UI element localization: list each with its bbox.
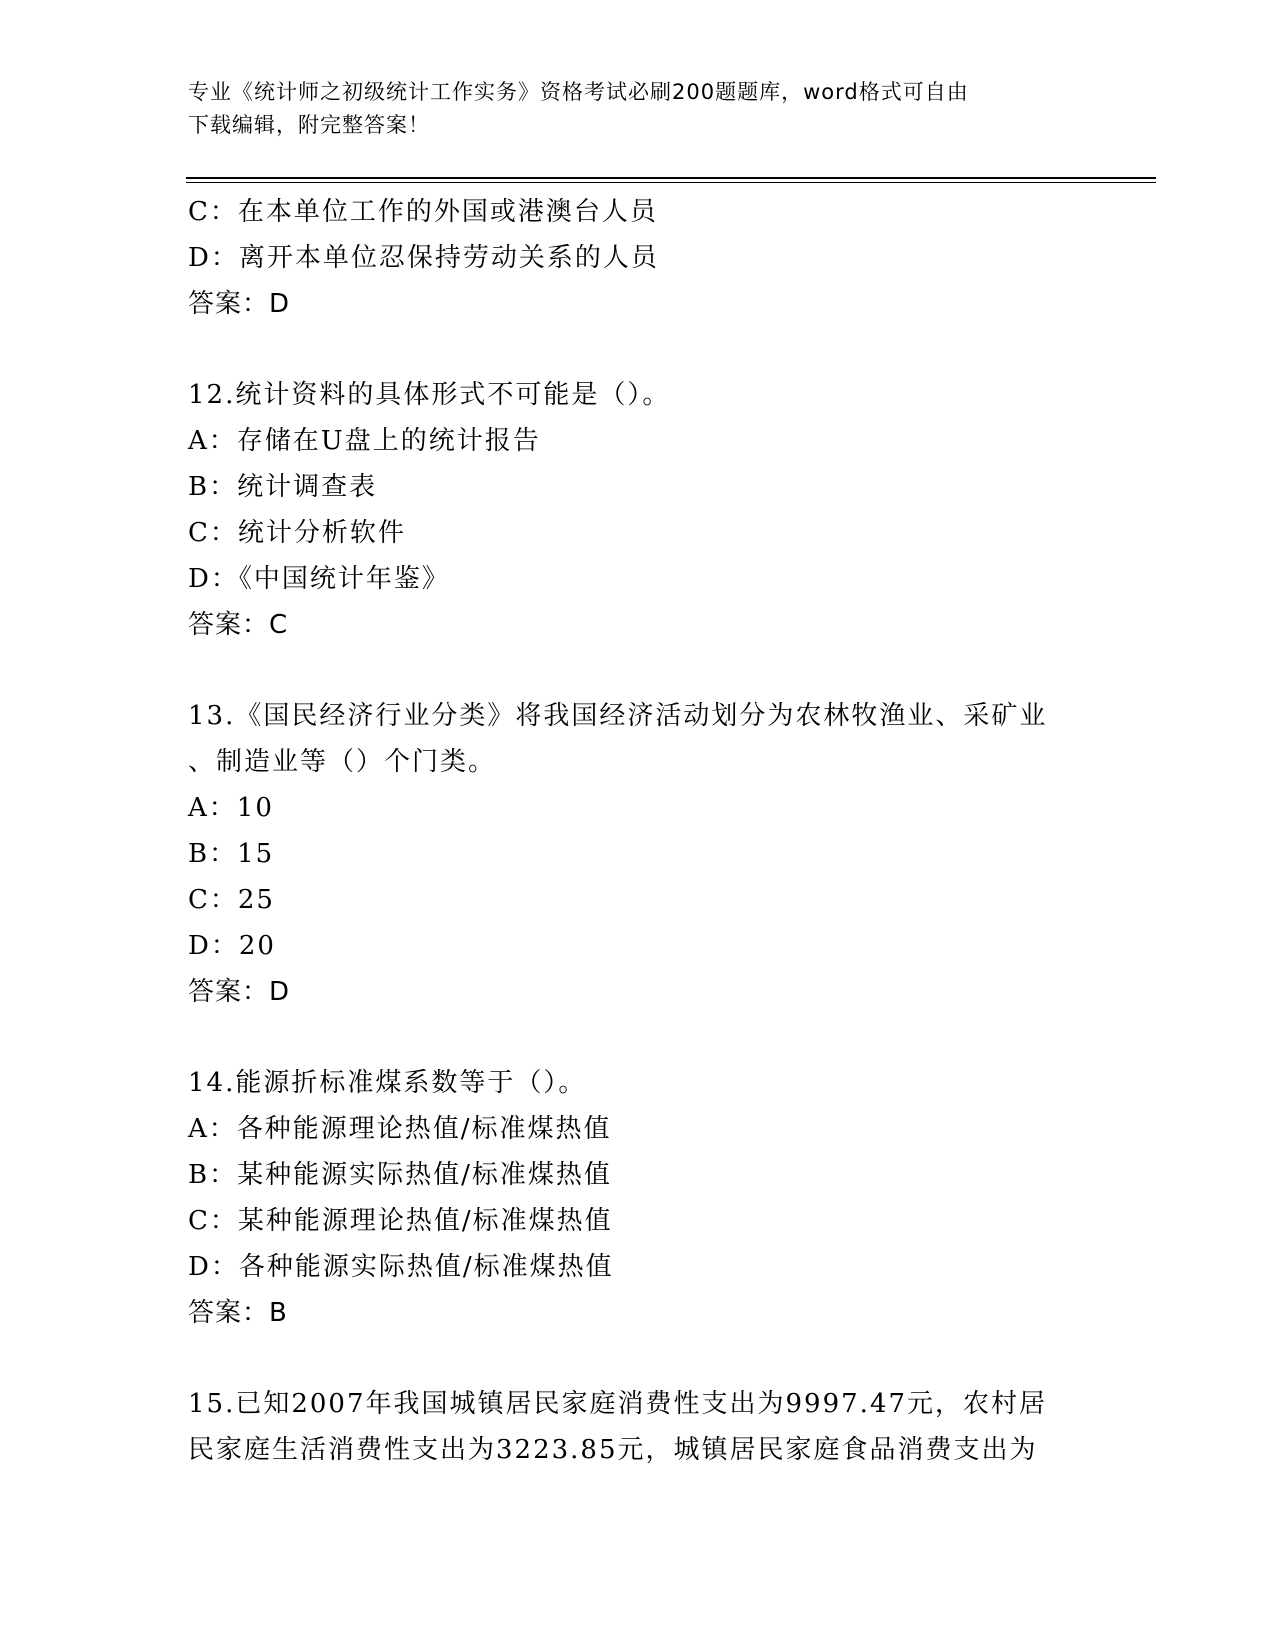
q14-option-a: A：各种能源理论热值/标准煤热值 xyxy=(188,1114,612,1144)
q11-answer: 答案：D xyxy=(188,289,291,319)
page-header xyxy=(188,76,1068,142)
question-15 xyxy=(188,1381,1088,1473)
spacer xyxy=(188,327,1088,372)
q14-answer: 答案：B xyxy=(188,1298,288,1328)
header-rule-thick xyxy=(186,177,1156,179)
document-body xyxy=(188,189,1088,1473)
header-line-2: 下载编辑，附完整答案！ xyxy=(188,113,430,137)
question-14 xyxy=(188,1060,1088,1336)
q13-option-c: C：25 xyxy=(188,885,275,915)
q15-stem-line-1: 15.已知2007年我国城镇居民家庭消费性支出为9997.47元，农村居 xyxy=(188,1389,1048,1419)
header-rule-thin xyxy=(186,182,1156,183)
q12-stem: 12.统计资料的具体形式不可能是（）。 xyxy=(188,380,671,410)
spacer xyxy=(188,1015,1088,1060)
q14-option-b: B：某种能源实际热值/标准煤热值 xyxy=(188,1160,612,1190)
q12-option-b: B：统计调查表 xyxy=(188,472,378,502)
q14-stem: 14.能源折标准煤系数等于（）。 xyxy=(188,1068,587,1098)
q14-option-d: D：各种能源实际热值/标准煤热值 xyxy=(188,1252,614,1282)
q14-option-c: C：某种能源理论热值/标准煤热值 xyxy=(188,1206,613,1236)
q13-option-a: A：10 xyxy=(188,793,274,823)
q13-stem-line-2: 、制造业等（）个门类。 xyxy=(188,747,497,777)
spacer xyxy=(188,648,1088,693)
q13-option-b: B：15 xyxy=(188,839,275,869)
q11-option-c: C：在本单位工作的外国或港澳台人员 xyxy=(188,197,658,227)
q12-option-c: C：统计分析软件 xyxy=(188,518,406,548)
question-11 xyxy=(188,189,1088,327)
q13-stem-line-1: 13.《国民经济行业分类》将我国经济活动划分为农林牧渔业、采矿业 xyxy=(188,701,1048,731)
q12-option-a: A：存储在U盘上的统计报告 xyxy=(188,426,541,456)
question-13 xyxy=(188,693,1088,1015)
q12-option-d: D：《中国统计年鉴》 xyxy=(188,564,450,594)
q13-option-d: D：20 xyxy=(188,931,276,961)
q15-stem-line-2: 民家庭生活消费性支出为3223.85元，城镇居民家庭食品消费支出为 xyxy=(188,1435,1038,1465)
q11-option-d: D：离开本单位忍保持劳动关系的人员 xyxy=(188,243,659,273)
q13-answer: 答案：D xyxy=(188,977,291,1007)
question-12 xyxy=(188,372,1088,648)
spacer xyxy=(188,1336,1088,1381)
header-line-1: 专业《统计师之初级统计工作实务》资格考试必刷200题题库，word格式可自由 xyxy=(188,80,969,104)
q12-answer: 答案：C xyxy=(188,610,289,640)
